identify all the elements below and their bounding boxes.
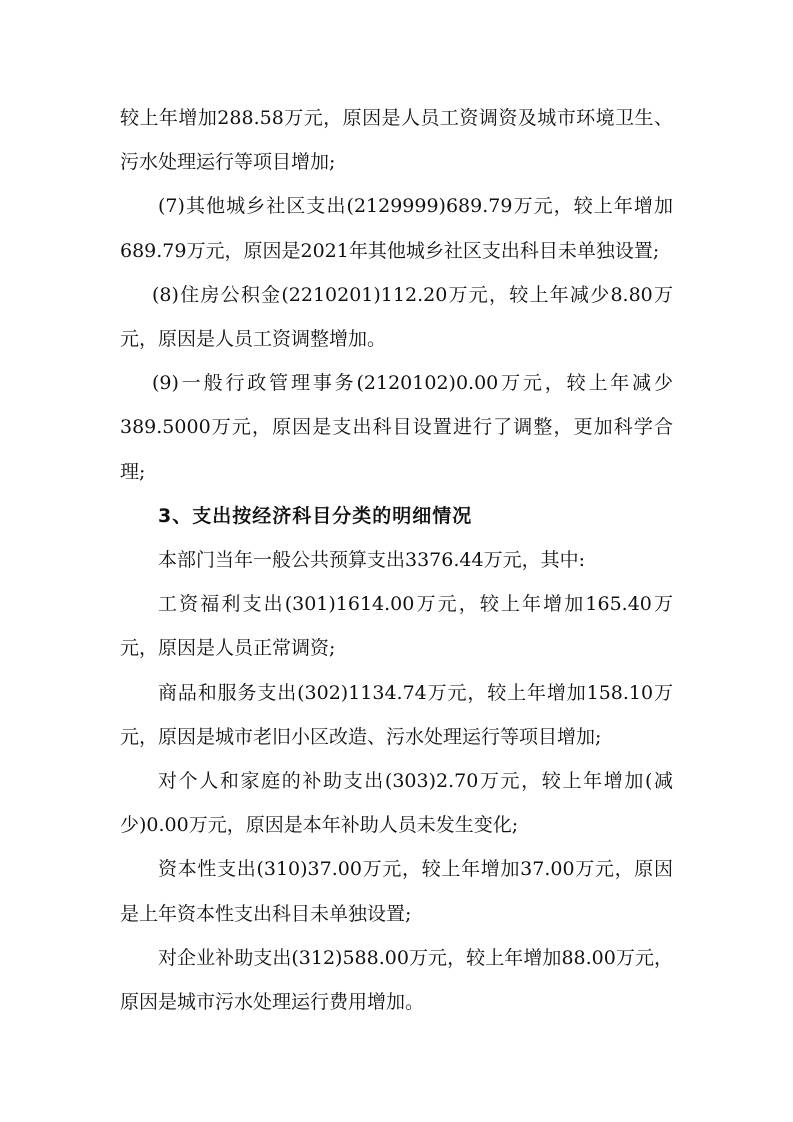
- paragraph-summary: 本部门当年一般公共预算支出3376.44万元，其中:: [158, 549, 585, 572]
- paragraph-household-subsidy: 对个人和家庭的补助支出(303)2.70万元，较上年增加(减少)0.00万元，原因是本年补助人员未发生变化;: [120, 770, 673, 837]
- paragraph-continued: 较上年增加288.58万元，原因是人员工资调资及城市环境卫生、污水处理运行等项目增加;: [120, 107, 673, 174]
- paragraph-enterprise-subsidy: 对企业补助支出(312)588.00万元，较上年增加88.00万元，原因是城市污水处理运行费用增加。: [120, 946, 673, 1014]
- paragraph-capital: 资本性支出(310)37.00万元，较上年增加37.00万元，原因是上年资本性支出科目未单独设置;: [120, 858, 673, 925]
- paragraph-item-7: (7)其他城乡社区支出(2129999)689.79万元，较上年增加689.79万元，原因是2021年其他城乡社区支出科目未单独设置;: [120, 195, 673, 262]
- document-body: [120, 96, 673, 1024]
- paragraph-item-9: (9)一般行政管理事务(2120102)0.00万元，较上年减少389.5000万元，原因是支出科目设置进行了调整，更加科学合理;: [120, 372, 673, 483]
- section-heading: 3、支出按经济科目分类的明细情况: [158, 504, 473, 527]
- paragraph-item-8: (8)住房公积金(2210201)112.20万元，较上年减少8.80万元，原因是人员工资调整增加。: [120, 283, 673, 351]
- paragraph-wages: 工资福利支出(301)1614.00万元，较上年增加165.40万元，原因是人员正常调资;: [120, 593, 673, 660]
- paragraph-goods-services: 商品和服务支出(302)1134.74万元，较上年增加158.10万元，原因是城市老旧小区改造、污水处理运行等项目增加;: [120, 681, 673, 748]
